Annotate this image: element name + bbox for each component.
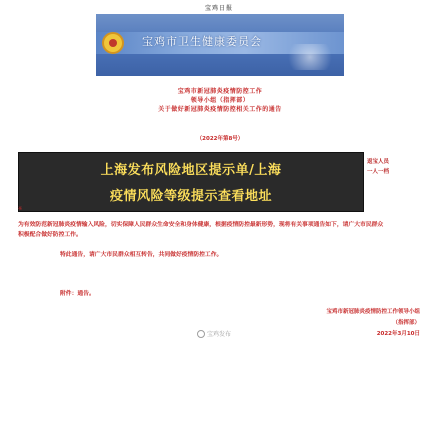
header-banner bbox=[96, 14, 344, 76]
headline-overlay bbox=[18, 152, 364, 212]
notice-line-2: 领导小组（指挥部） bbox=[190, 97, 250, 104]
banner-title: 宝鸡市卫生健康委员会 bbox=[142, 35, 262, 48]
body-paragraph-3: 附件：通告。 bbox=[60, 291, 95, 297]
signature-date: 2022年3月10日 bbox=[376, 331, 420, 337]
source-label: 宝鸡日报 bbox=[205, 5, 234, 12]
side-note-line-1: 返宝人员 bbox=[367, 159, 390, 165]
watermark-text: 宝鸡发布 bbox=[207, 331, 232, 338]
emblem-icon bbox=[102, 32, 124, 54]
banner-glow bbox=[282, 44, 338, 70]
bullet-mark: ※ bbox=[18, 206, 23, 212]
signature-block bbox=[280, 307, 420, 340]
weibo-icon bbox=[197, 330, 205, 338]
notice-line-1: 宝鸡市新冠肺炎疫情防控工作 bbox=[177, 88, 263, 95]
headline-line-1: 上海发布风险地区提示单/上海 bbox=[100, 163, 282, 178]
side-note bbox=[367, 157, 389, 177]
headline-line-2: 疫情风险等级提示查看地址 bbox=[109, 189, 272, 204]
side-note-line-2: 一人一档 bbox=[367, 169, 390, 175]
signature-org: 宝鸡市新冠肺炎疫情防控工作领导小组 bbox=[326, 309, 420, 315]
body-paragraph-2: 特此通告，请广大市民群众相互转告，共同做好疫情防控工作。 bbox=[60, 252, 223, 258]
signature-sub: （指挥部） bbox=[392, 320, 420, 326]
document-number: （2022年第8号） bbox=[196, 136, 244, 142]
notice-header bbox=[60, 87, 380, 114]
notice-line-3: 关于做好新冠肺炎疫情防控相关工作的通告 bbox=[158, 106, 282, 113]
body-paragraph-1: 为有效防范新冠肺炎疫情输入风险，切实保障人民群众生命安全和身体健康，根据疫情防控最新形势，现将有关事项通告如下，请广大市民群众积极配合做好防控工作。 bbox=[18, 222, 384, 238]
watermark bbox=[197, 329, 231, 338]
